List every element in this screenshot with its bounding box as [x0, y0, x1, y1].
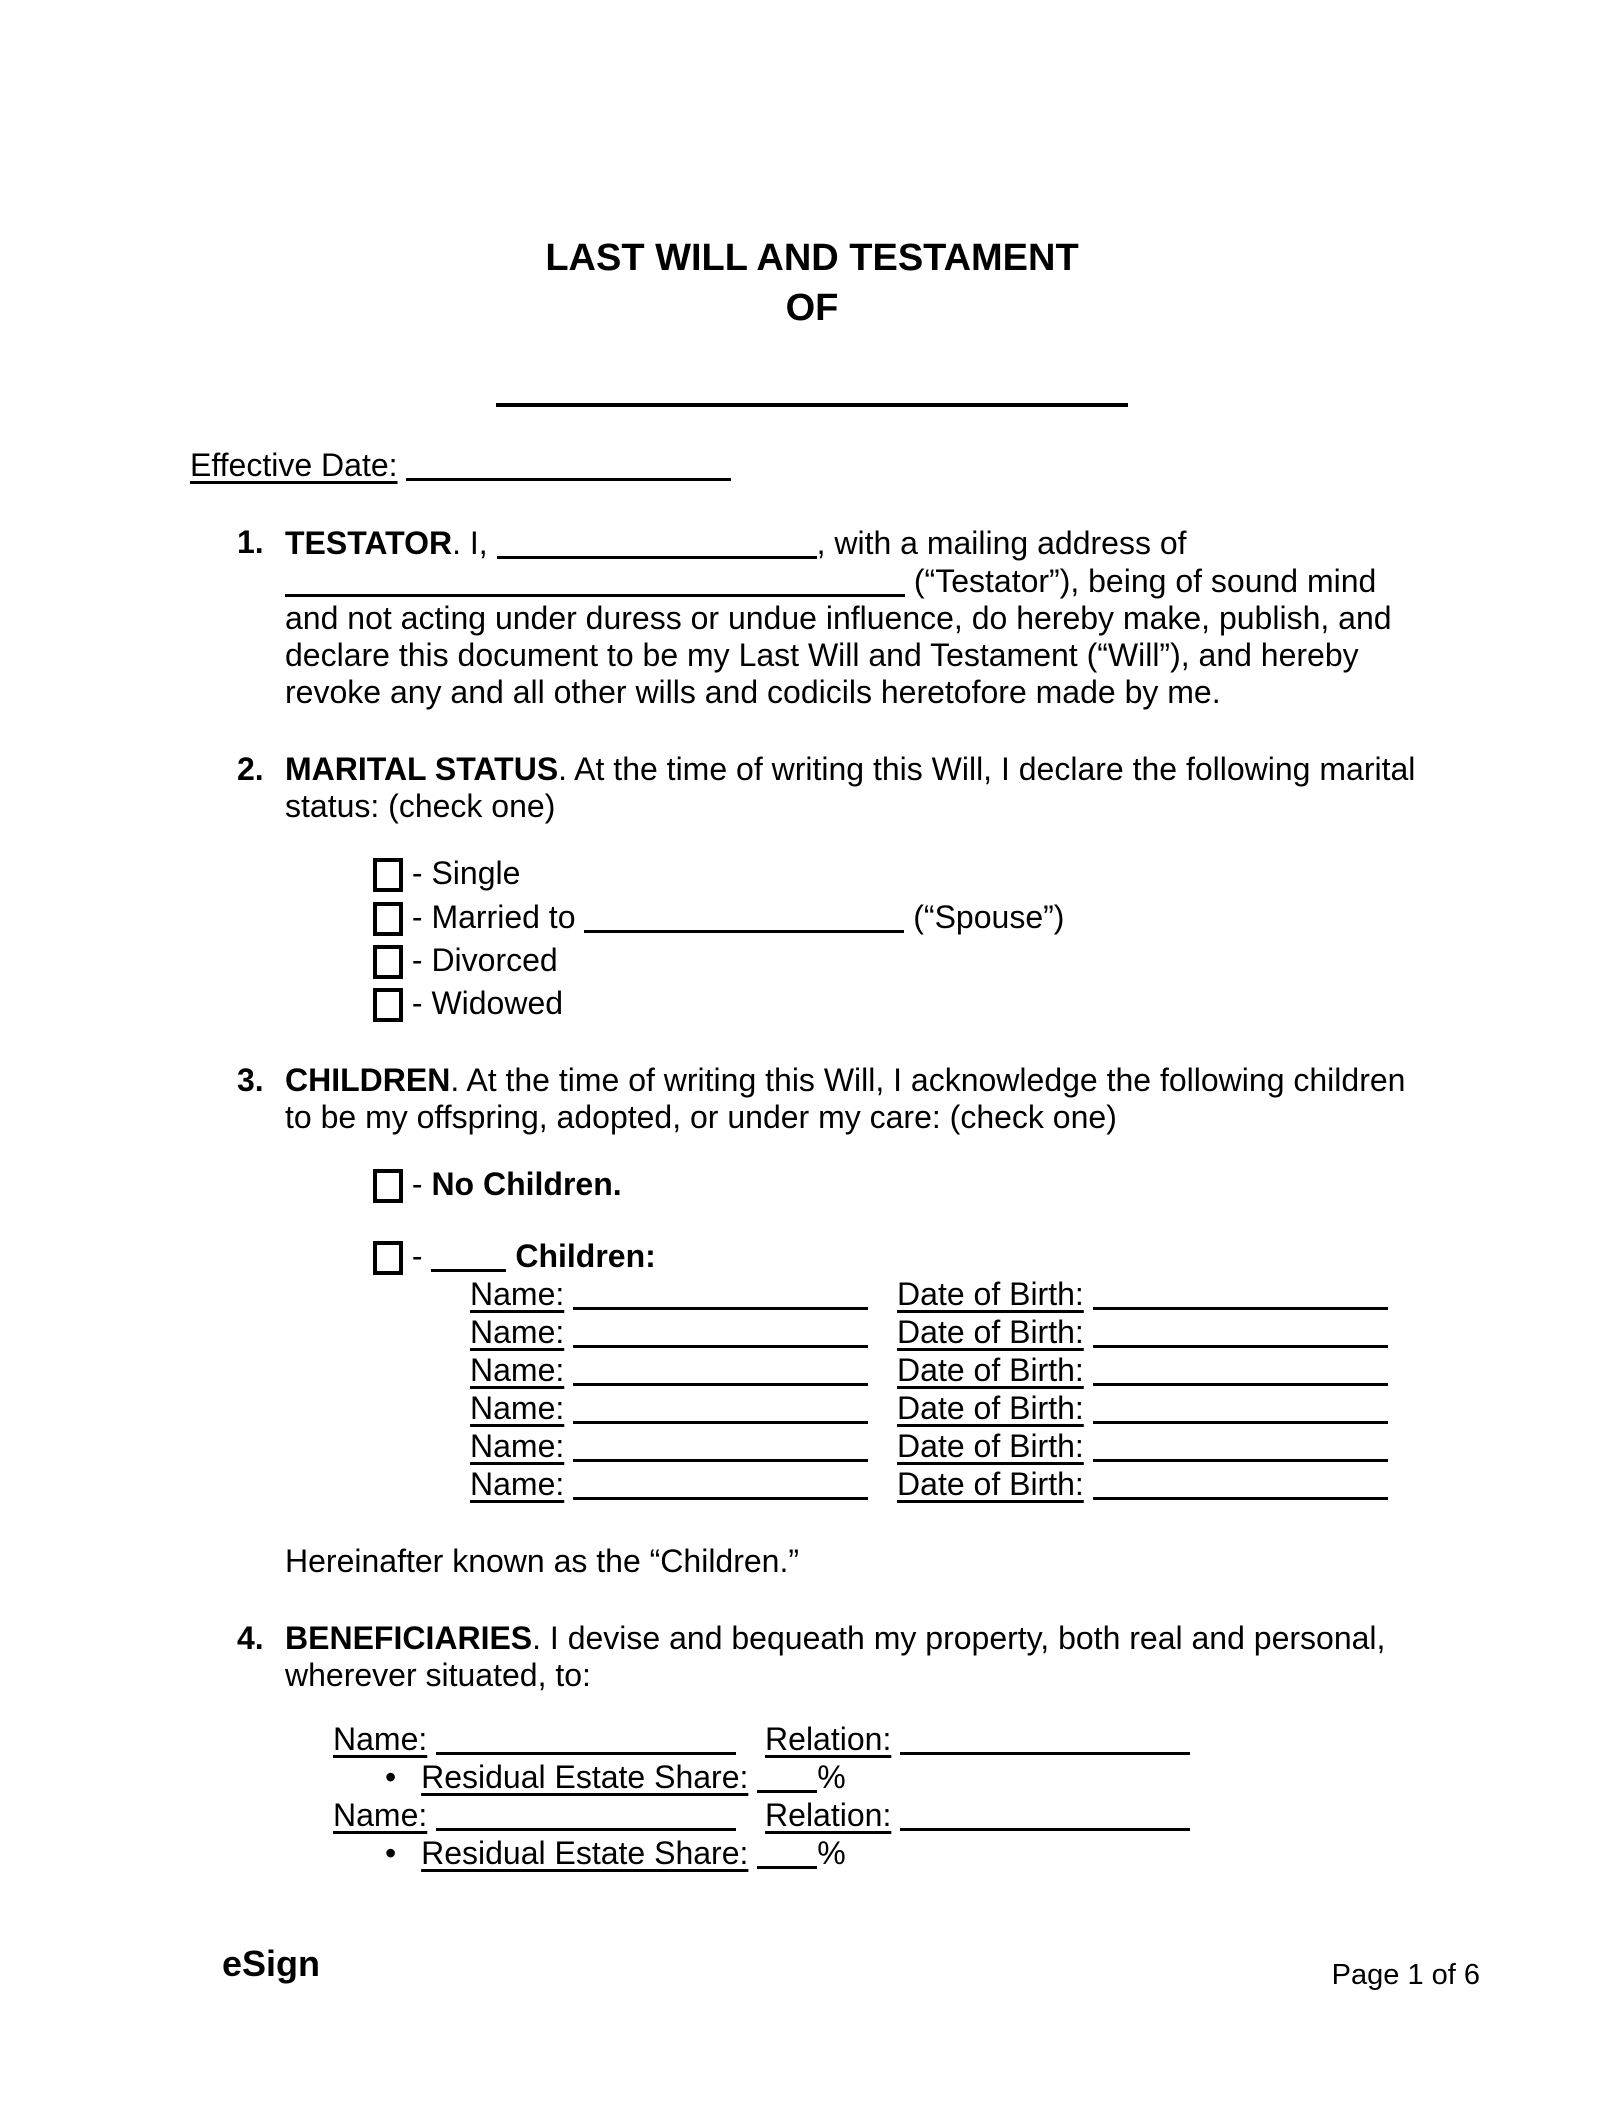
beneficiary-row-1	[333, 1720, 1432, 1758]
spouse-name-blank[interactable]	[584, 903, 904, 933]
section-children-heading: CHILDREN	[285, 1062, 451, 1098]
bullet-icon: •	[385, 1759, 397, 1795]
child-row-4	[470, 1389, 1432, 1427]
child-dob-label: Date of Birth:	[897, 1428, 1084, 1464]
child-row-5	[470, 1427, 1432, 1465]
residual-share-label: Residual Estate Share:	[421, 1835, 749, 1871]
residual-share-row-2	[385, 1834, 1432, 1872]
child-dob-label: Date of Birth:	[897, 1466, 1084, 1502]
child-dob-blank[interactable]	[1093, 1280, 1388, 1310]
beneficiary-name-label: Name:	[333, 1797, 428, 1833]
page-indicator: Page 1 of 6	[1331, 1959, 1480, 1991]
document-body	[0, 446, 1624, 1872]
beneficiary-row-2	[333, 1796, 1432, 1834]
beneficiary-relation-label: Relation:	[765, 1721, 892, 1757]
section-testator-lead: . I,	[452, 525, 488, 561]
child-name-blank[interactable]	[573, 1432, 868, 1462]
section-marital-status	[190, 751, 1432, 1022]
child-dob-label: Date of Birth:	[897, 1276, 1084, 1312]
percent-suffix: %	[817, 1759, 846, 1795]
section-children-body: . At the time of writing this Will, I acknowledge the following children to be my offspring, adopted, or under my care: (check one)	[285, 1062, 1406, 1135]
marital-option-married	[373, 898, 1432, 936]
testator-address-blank[interactable]	[285, 567, 905, 597]
child-row-1	[470, 1275, 1432, 1313]
child-dob-label: Date of Birth:	[897, 1390, 1084, 1426]
section-testator-heading: TESTATOR	[285, 525, 453, 561]
child-name-label: Name:	[470, 1314, 565, 1350]
document-title: LAST WILL AND TESTAMENT	[545, 237, 1079, 279]
dash: -	[411, 985, 423, 1021]
beneficiary-name-blank[interactable]	[436, 1801, 736, 1831]
child-dob-blank[interactable]	[1093, 1470, 1388, 1500]
child-row-6	[470, 1465, 1432, 1503]
single-checkbox[interactable]	[373, 858, 403, 892]
child-dob-label: Date of Birth:	[897, 1314, 1084, 1350]
children-count-label: Children:	[515, 1238, 656, 1274]
divorced-label: Divorced	[431, 942, 558, 978]
child-name-label: Name:	[470, 1428, 565, 1464]
married-label: Married to	[431, 899, 576, 935]
section-children	[190, 1062, 1432, 1580]
child-name-label: Name:	[470, 1466, 565, 1502]
child-dob-label: Date of Birth:	[897, 1352, 1084, 1388]
section-marital-body: . At the time of writing this Will, I declare the following marital status: (check one)	[285, 751, 1416, 824]
section-testator	[190, 524, 1432, 711]
marital-options	[373, 855, 1432, 1022]
testator-name-title-blank[interactable]	[496, 403, 1128, 407]
beneficiary-name-blank[interactable]	[436, 1725, 736, 1755]
residual-share-blank[interactable]	[757, 1839, 817, 1869]
children-hereinafter-note: Hereinafter known as the “Children.”	[285, 1543, 800, 1579]
child-name-blank[interactable]	[573, 1394, 868, 1424]
dash: -	[411, 899, 423, 935]
beneficiary-name-label: Name:	[333, 1721, 428, 1757]
marital-option-divorced	[373, 942, 1432, 979]
section-beneficiaries	[190, 1620, 1432, 1872]
child-name-blank[interactable]	[573, 1280, 868, 1310]
child-dob-blank[interactable]	[1093, 1394, 1388, 1424]
no-children-checkbox[interactable]	[373, 1169, 403, 1203]
effective-date-label: Effective Date:	[190, 447, 398, 483]
residual-share-blank[interactable]	[757, 1763, 817, 1793]
child-dob-blank[interactable]	[1093, 1432, 1388, 1462]
document-title-of: OF	[785, 287, 839, 329]
widowed-label: Widowed	[431, 985, 564, 1021]
beneficiaries-list	[333, 1720, 1432, 1872]
child-row-3	[470, 1351, 1432, 1389]
section-beneficiaries-body: . I devise and bequeath my property, both real and personal, wherever situated, to:	[285, 1620, 1386, 1693]
effective-date-blank[interactable]	[406, 451, 731, 481]
residual-share-label: Residual Estate Share:	[421, 1759, 749, 1795]
section-beneficiaries-heading: BENEFICIARIES	[285, 1620, 533, 1656]
children-option-none	[373, 1166, 1432, 1203]
child-name-blank[interactable]	[573, 1356, 868, 1386]
child-name-blank[interactable]	[573, 1318, 868, 1348]
section-children-number: 3.	[237, 1062, 264, 1098]
section-marital-heading: MARITAL STATUS	[285, 751, 559, 787]
no-children-label: No Children.	[431, 1166, 622, 1202]
section-marital-number: 2.	[237, 751, 264, 787]
bullet-icon: •	[385, 1835, 397, 1871]
married-suffix: (“Spouse”)	[913, 899, 1065, 935]
dash: -	[411, 855, 423, 891]
child-dob-blank[interactable]	[1093, 1356, 1388, 1386]
dash: -	[411, 1166, 423, 1202]
marital-option-widowed	[373, 985, 1432, 1022]
child-dob-blank[interactable]	[1093, 1318, 1388, 1348]
children-count-blank[interactable]	[431, 1242, 506, 1272]
percent-suffix: %	[817, 1835, 846, 1871]
beneficiary-relation-blank[interactable]	[900, 1725, 1190, 1755]
esign-logo: eSign	[222, 1943, 321, 1984]
divorced-checkbox[interactable]	[373, 945, 403, 979]
section-beneficiaries-number: 4.	[237, 1620, 264, 1656]
child-name-label: Name:	[470, 1276, 565, 1312]
dash: -	[411, 942, 423, 978]
married-checkbox[interactable]	[373, 902, 403, 936]
residual-share-row-1	[385, 1758, 1432, 1796]
child-name-label: Name:	[470, 1352, 565, 1388]
section-testator-after-address: (“Testator”), being of sound mind and not acting under duress or undue influence, do hereby make, publish, and declare this document to be my Last Will and Testament (“Will”), and hereby revoke any and all other wills and codicils heretofore made by me.	[285, 563, 1392, 710]
dash: -	[411, 1238, 423, 1274]
beneficiary-relation-label: Relation:	[765, 1797, 892, 1833]
children-list	[470, 1275, 1432, 1503]
children-option-count	[373, 1237, 1432, 1275]
has-children-checkbox[interactable]	[373, 1241, 403, 1275]
widowed-checkbox[interactable]	[373, 988, 403, 1022]
section-testator-after-name: , with a mailing address of	[816, 525, 1187, 561]
single-label: Single	[431, 855, 521, 891]
child-name-blank[interactable]	[573, 1470, 868, 1500]
marital-option-single	[373, 855, 1432, 892]
section-testator-number: 1.	[237, 524, 264, 560]
child-row-2	[470, 1313, 1432, 1351]
beneficiary-relation-blank[interactable]	[900, 1801, 1190, 1831]
effective-date-row	[190, 446, 1434, 484]
child-name-label: Name:	[470, 1390, 565, 1426]
testator-name-blank[interactable]	[497, 529, 817, 559]
